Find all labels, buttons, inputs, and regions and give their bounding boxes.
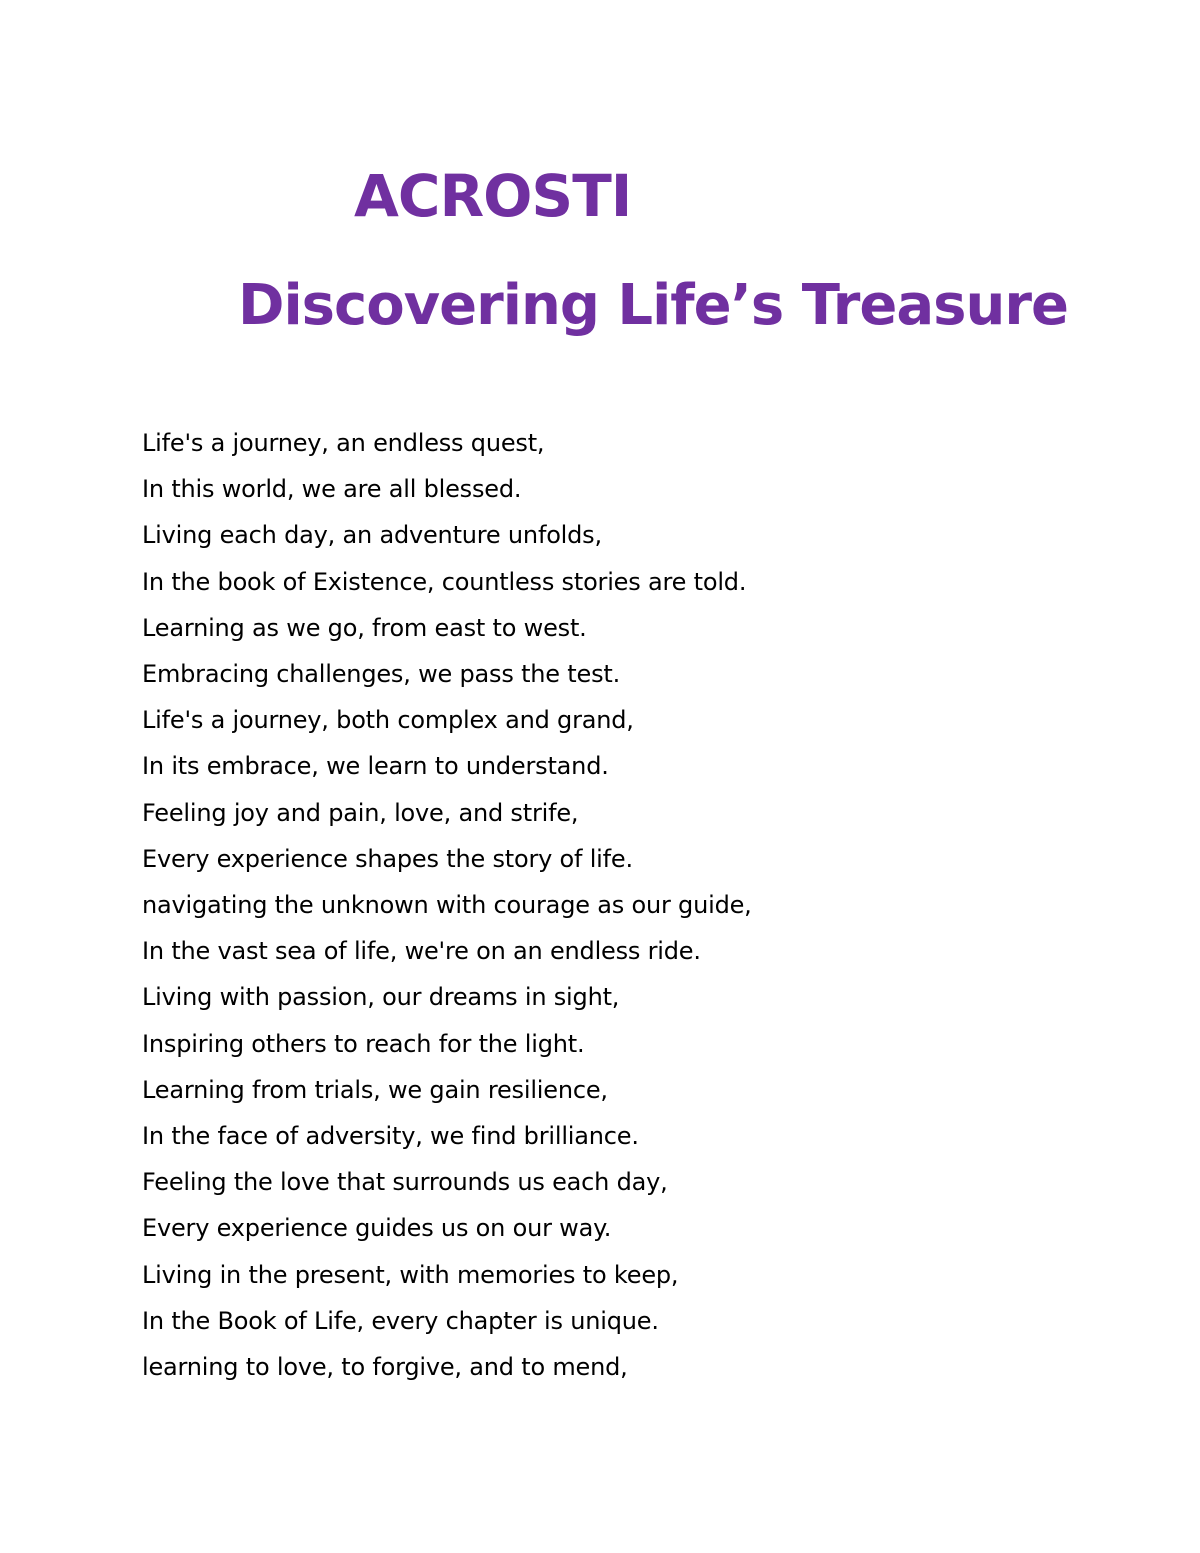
poem-line: Every experience guides us on our way. — [142, 1214, 612, 1243]
poem-line: Living with passion, our dreams in sight, — [142, 983, 620, 1012]
poem-line: Learning as we go, from east to west. — [142, 613, 587, 642]
poem-line: In the face of adversity, we find brilliance. — [142, 1122, 639, 1151]
poem-line: navigating the unknown with courage as our guide, — [142, 891, 752, 920]
poem-line: In the book of Existence, countless stories are told. — [142, 567, 747, 596]
poem-line: Every experience shapes the story of life. — [142, 844, 633, 873]
poem-line: Feeling joy and pain, love, and strife, — [142, 798, 579, 827]
poem-title: Discovering Life’s Treasure — [238, 273, 1068, 338]
poem-line: In its embrace, we learn to understand. — [142, 752, 609, 781]
poem-line: Learning from trials, we gain resilience, — [142, 1075, 608, 1104]
poem-line: Inspiring others to reach for the light. — [142, 1029, 585, 1058]
poem-line: In the vast sea of life, we're on an endless ride. — [142, 937, 701, 966]
poem-line: Life's a journey, both complex and grand, — [142, 706, 634, 735]
poem-line: Feeling the love that surrounds us each day, — [142, 1168, 668, 1197]
poem-line: Living in the present, with memories to keep, — [142, 1260, 679, 1289]
poem-line: Living each day, an adventure unfolds, — [142, 521, 602, 550]
poem-line: Life's a journey, an endless quest, — [142, 429, 545, 457]
poem-body — [142, 420, 752, 1390]
poem-line: In the Book of Life, every chapter is unique. — [142, 1306, 659, 1335]
poem-line: In this world, we are all blessed. — [142, 475, 522, 504]
document-title: ACROSTI — [354, 162, 632, 230]
poem-line: learning to love, to forgive, and to mend, — [142, 1353, 628, 1382]
poem-line: Embracing challenges, we pass the test. — [142, 660, 621, 689]
